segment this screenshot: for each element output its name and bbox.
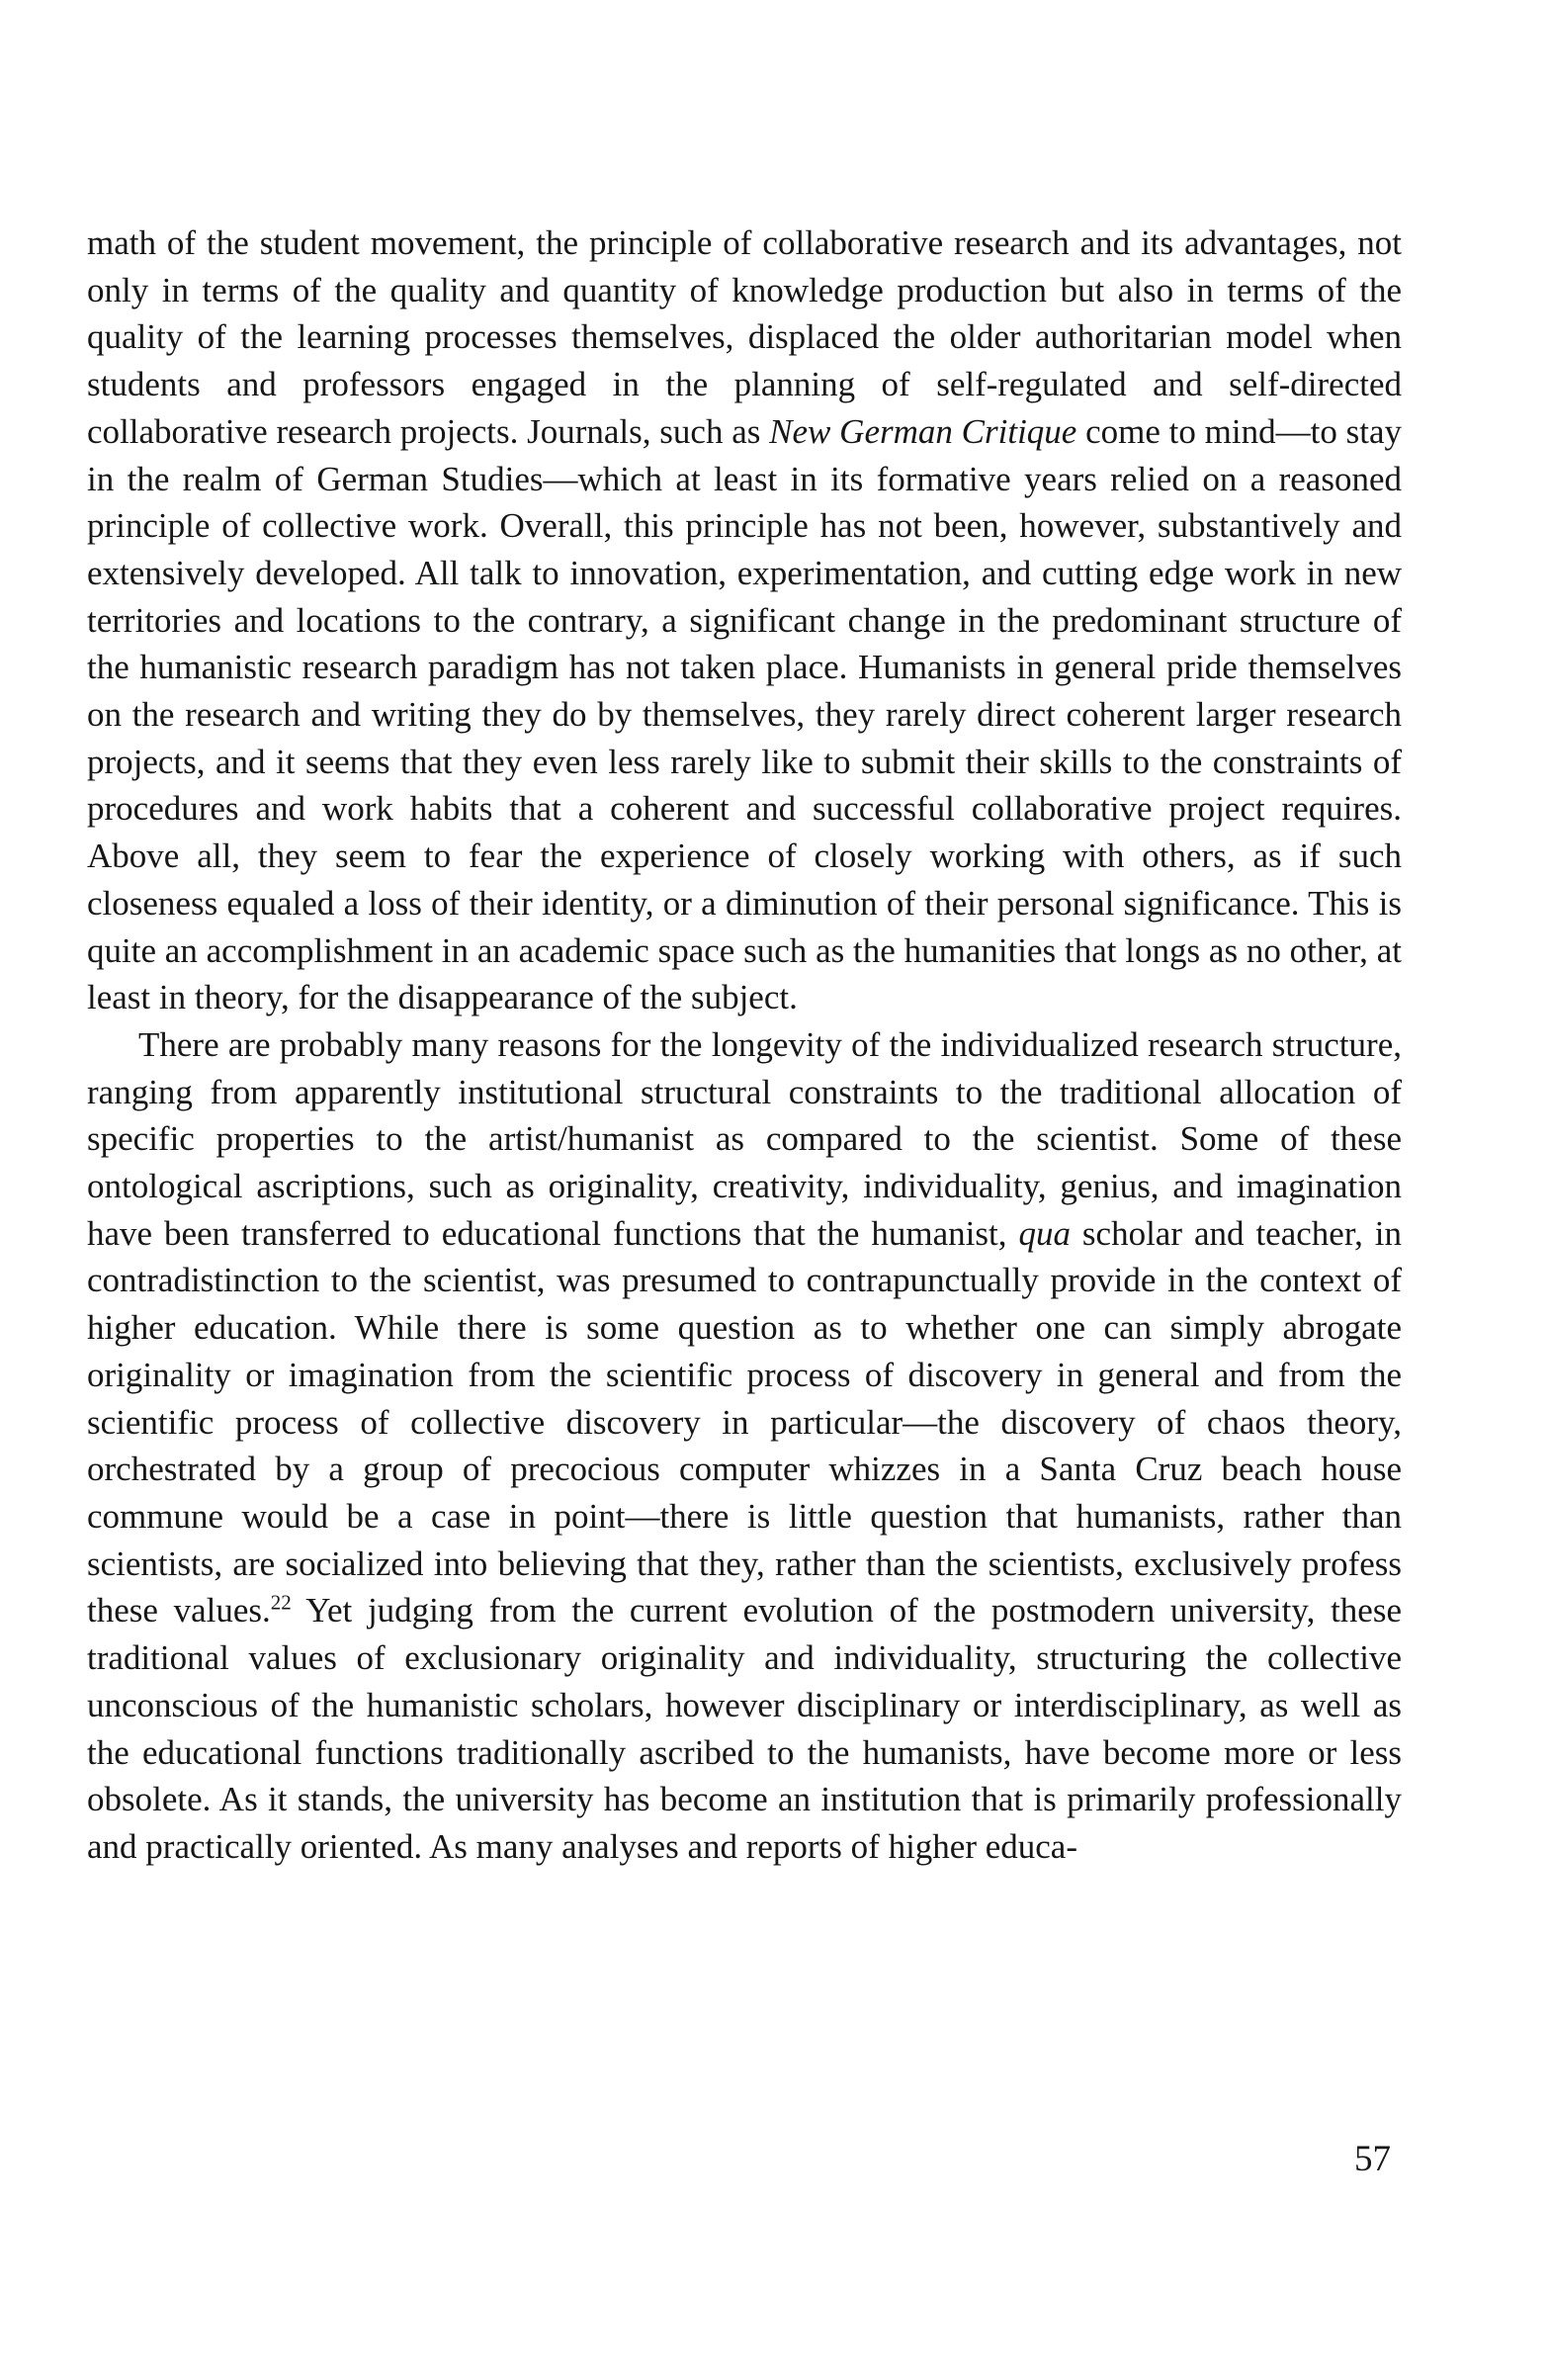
body-paragraph <box>87 220 1402 1021</box>
page-number: 57 <box>1354 2139 1391 2179</box>
page-body <box>87 220 1402 1871</box>
paragraph-text: There are probably many reasons for the longevity of the individualized research structure, ranging from apparently institutional structural constraints to the traditional allocation of specific properties to the artist/humanist as compared to the scientist. Some of these ontological ascriptions, such as originality, creativity, individuality, genius, and imagination have been transferred to educational functions that the humanist, <box>87 1024 1402 1253</box>
journal-title: New German Critique <box>769 411 1077 451</box>
paragraph-text: Yet judging from the current evolution of the postmodern university, these traditional values of exclusionary originality and individuality, structuring the collective unconscious of the humanistic scholars, however disciplinary or interdisciplinary, as well as the educational functions traditionally ascribed to the humanists, have become more or less obsolete. As it stands, the university has become an institution that is primarily professionally and practically oriented. As many analyses and reports of higher educa- <box>87 1591 1402 1866</box>
body-paragraph <box>87 1021 1402 1871</box>
emphasis-term: qua <box>1018 1213 1071 1253</box>
paragraph-text: math of the student movement, the principle of collaborative research and its advantages, not only in terms of the quality and quantity of knowledge production but also in terms of the quality of the learning processes themselves, displaced the older authoritarian model when students and professors engaged in the planning of self-regulated and self-directed collaborative research projects. Journals, such as <box>87 223 1402 451</box>
footnote-reference: 22 <box>270 1590 292 1615</box>
paragraph-text: come to mind—to stay in the realm of German Studies—which at least in its formative years relied on a reasoned principle of collective work. Overall, this principle has not been, however, substantively and extensively developed. All talk to innovation, experimentation, and cutting edge work in new territories and locations to the contrary, a significant change in the predominant structure of the humanistic research paradigm has not taken place. Humanists in general pride themselves on the research and writing they do by themselves, they rarely direct coherent larger research projects, and it seems that they even less rarely like to submit their skills to the constraints of procedures and work habits that a coherent and successful collaborative project requires. Above all, they seem to fear the experience of closely working with others, as if such closeness equaled a loss of their identity, or a diminution of their personal significance. This is quite an accomplishment in an academic space such as the humanities that longs as no other, at least in theory, for the disappearance of the subject. <box>87 411 1402 1017</box>
paragraph-text: scholar and teacher, in contradistinction to the scientist, was presumed to contrapunctually provide in the context of higher education. While there is some question as to whether one can simply abrogate originality or imagination from the scientific process of discovery in general and from the scientific process of collective discovery in particular—the discovery of chaos theory, orchestrated by a group of precocious computer whizzes in a Santa Cruz beach house commune would be a case in point—there is little question that humanists, rather than scientists, are socialized into believing that they, rather than the scientists, exclusively profess these values. <box>87 1213 1403 1631</box>
